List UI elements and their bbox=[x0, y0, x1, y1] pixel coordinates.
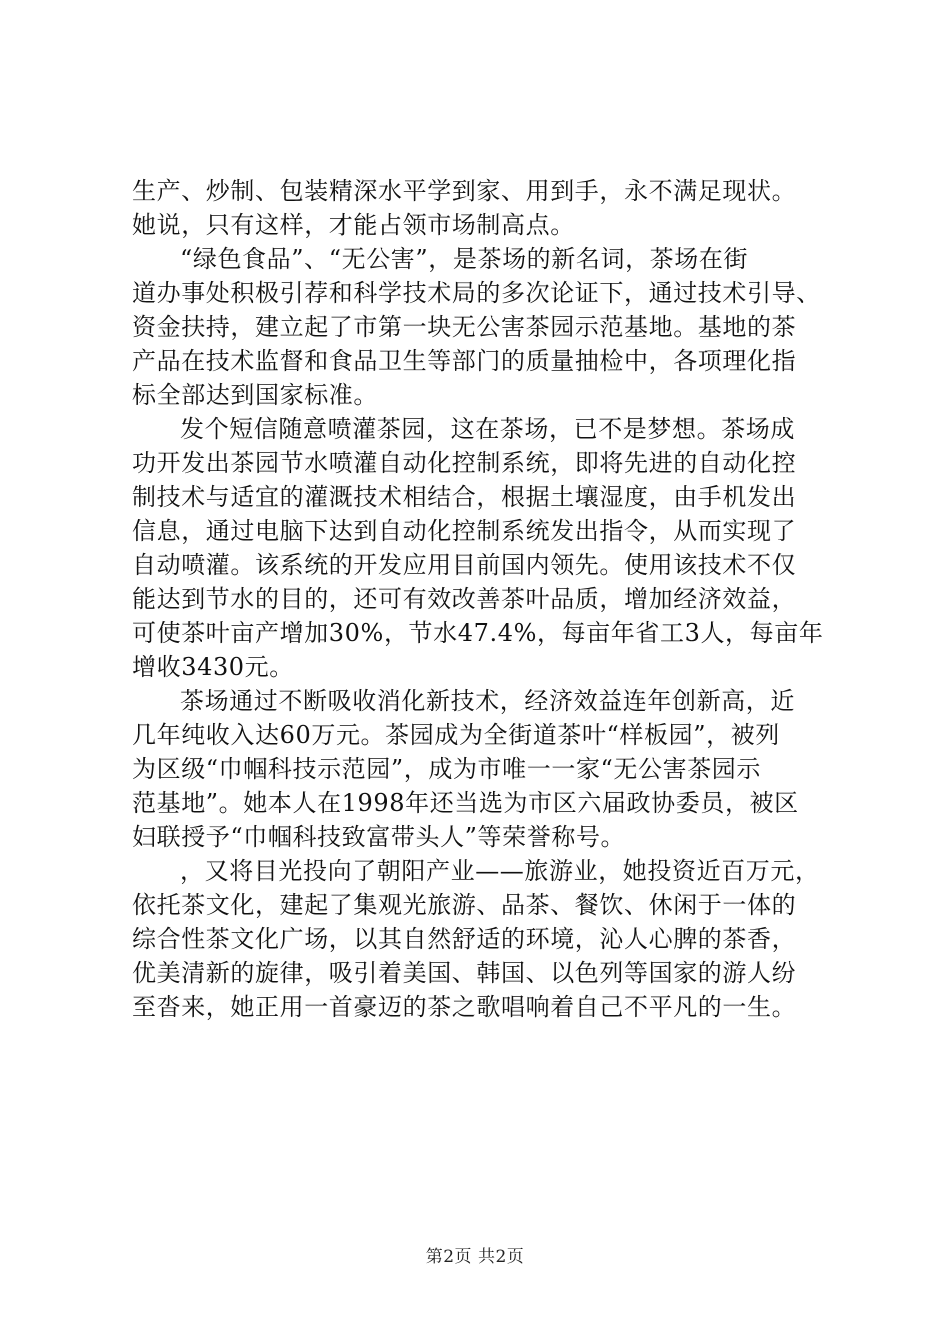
text-line: 资金扶持，建立起了市第一块无公害茶园示范基地。基地的茶 bbox=[132, 313, 797, 341]
text-line: 茶场通过不断吸收消化新技术，经济效益连年创新高，近 bbox=[180, 687, 795, 715]
text-line: 道办事处积极引荐和科学技术局的多次论证下，通过技术引导、 bbox=[132, 279, 821, 307]
text-line: 功开发出茶园节水喷灌自动化控制系统，即将先进的自动化控 bbox=[132, 449, 797, 477]
text-line: 产品在技术监督和食品卫生等部门的质量抽检中，各项理化指 bbox=[132, 347, 797, 375]
text-line: “绿色食品”、“无公害”，是茶场的新名词，茶场在街 bbox=[180, 245, 749, 273]
text-line: 可使茶叶亩产增加30%，节水47.4%，每亩年省工3人，每亩年 bbox=[132, 619, 824, 647]
text-line: 几年纯收入达60万元。茶园成为全街道茶叶“样板园”，被列 bbox=[132, 721, 780, 749]
text-line: 至沓来，她正用一首豪迈的茶之歌唱响着自己不平凡的一生。 bbox=[132, 993, 797, 1021]
text-line: 她说，只有这样，才能占领市场制高点。 bbox=[132, 211, 575, 239]
text-line: 信息，通过电脑下达到自动化控制系统发出指令，从而实现了 bbox=[132, 517, 797, 545]
text-line: ，又将目光投向了朝阳产业——旅游业，她投资近百万元， bbox=[180, 857, 820, 885]
text-line: 优美清新的旋律，吸引着美国、韩国、以色列等国家的游人纷 bbox=[132, 959, 797, 987]
text-line: 妇联授予“巾帼科技致富带头人”等荣誉称号。 bbox=[132, 823, 626, 851]
text-line: 标全部达到国家标准。 bbox=[132, 381, 378, 409]
text-line: 依托茶文化，建起了集观光旅游、品茶、餐饮、休闲于一体的 bbox=[132, 891, 797, 919]
text-line: 增收3430元。 bbox=[132, 653, 294, 681]
text-line: 综合性茶文化广场，以其自然舒适的环境，沁人心脾的茶香， bbox=[132, 925, 797, 953]
body-text bbox=[132, 174, 832, 1024]
page-number-footer: 第2页 共2页 bbox=[425, 1247, 525, 1267]
text-line: 能达到节水的目的，还可有效改善茶叶品质，增加经济效益， bbox=[132, 585, 797, 613]
text-line: 范基地”。她本人在1998年还当选为市区六届政协委员，被区 bbox=[132, 789, 799, 817]
text-line: 生产、炒制、包装精深水平学到家、用到手，永不满足现状。 bbox=[132, 177, 797, 205]
text-line: 自动喷灌。该系统的开发应用目前国内领先。使用该技术不仅 bbox=[132, 551, 797, 579]
text-line: 制技术与适宜的灌溉技术相结合，根据土壤湿度，由手机发出 bbox=[132, 483, 797, 511]
text-line: 为区级“巾帼科技示范园”，成为市唯一一家“无公害茶园示 bbox=[132, 755, 762, 783]
text-line: 发个短信随意喷灌茶园，这在茶场，已不是梦想。茶场成 bbox=[180, 415, 795, 443]
